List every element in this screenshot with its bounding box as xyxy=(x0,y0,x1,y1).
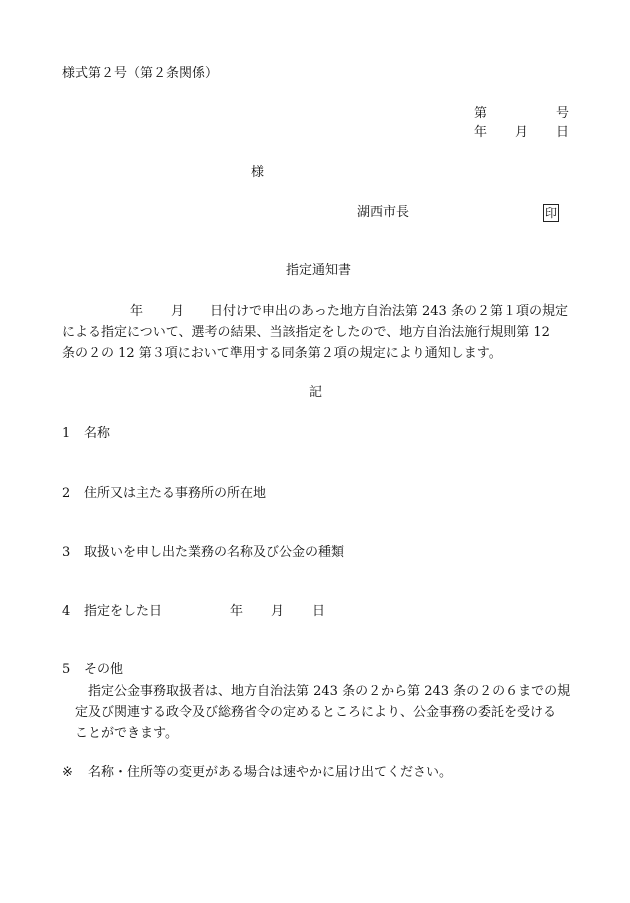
item-2-num: 2 xyxy=(62,486,71,501)
seal-mark: 印 xyxy=(544,206,557,220)
intro-year: 年 xyxy=(130,304,144,319)
intro-month: 月 xyxy=(171,304,185,319)
ki-heading: 記 xyxy=(309,385,323,400)
intro-line2: による指定について、選考の結果、当該指定をしたので、地方自治法施行規則第 12 xyxy=(62,325,550,340)
note-text: 名称・住所等の変更がある場合は速やかに届け出てください。 xyxy=(88,765,453,780)
item-1-label: 名称 xyxy=(84,426,111,441)
date-year: 年 xyxy=(474,125,488,140)
item-1-num: 1 xyxy=(62,426,71,441)
item-3-label: 取扱いを申し出た業務の名称及び公金の種類 xyxy=(84,545,345,560)
intro-line3: 条の２の 12 第３項において準用する同条第２項の規定により通知します。 xyxy=(62,346,502,361)
item-4-year: 年 xyxy=(230,604,244,619)
doc-number-go: 号 xyxy=(556,106,570,121)
recipient-sama: 様 xyxy=(251,165,265,180)
item-5-label: その他 xyxy=(84,662,124,677)
form-label: 様式第２号（第２条関係） xyxy=(62,66,219,81)
item-2-label: 住所又は主たる事務所の所在地 xyxy=(84,486,267,501)
item-5-num: 5 xyxy=(62,662,71,677)
intro-line1: 日付けで申出のあった地方自治法第 243 条の２第１項の規定 xyxy=(210,304,568,319)
item-5-body-line3: ことができます。 xyxy=(75,726,178,741)
item-4-label: 指定をした日 xyxy=(84,604,163,619)
item-3-num: 3 xyxy=(62,545,71,560)
item-5-body-line2: 定及び関連する政令及び総務省令の定めるところにより、公金事務の委託を受ける xyxy=(75,705,557,720)
item-5-body-line1: 指定公金事務取扱者は、地方自治法第 243 条の２から第 243 条の２の６までの規 xyxy=(88,684,571,699)
date-day: 日 xyxy=(556,125,570,140)
item-4-month: 月 xyxy=(271,604,285,619)
issuer-name: 湖西市長 xyxy=(357,205,410,220)
date-month: 月 xyxy=(515,125,529,140)
document-title: 指定通知書 xyxy=(286,263,352,278)
doc-number-dai: 第 xyxy=(474,106,488,121)
item-4-num: 4 xyxy=(62,604,71,619)
item-4-day: 日 xyxy=(312,604,326,619)
note-mark: ※ xyxy=(62,765,73,780)
